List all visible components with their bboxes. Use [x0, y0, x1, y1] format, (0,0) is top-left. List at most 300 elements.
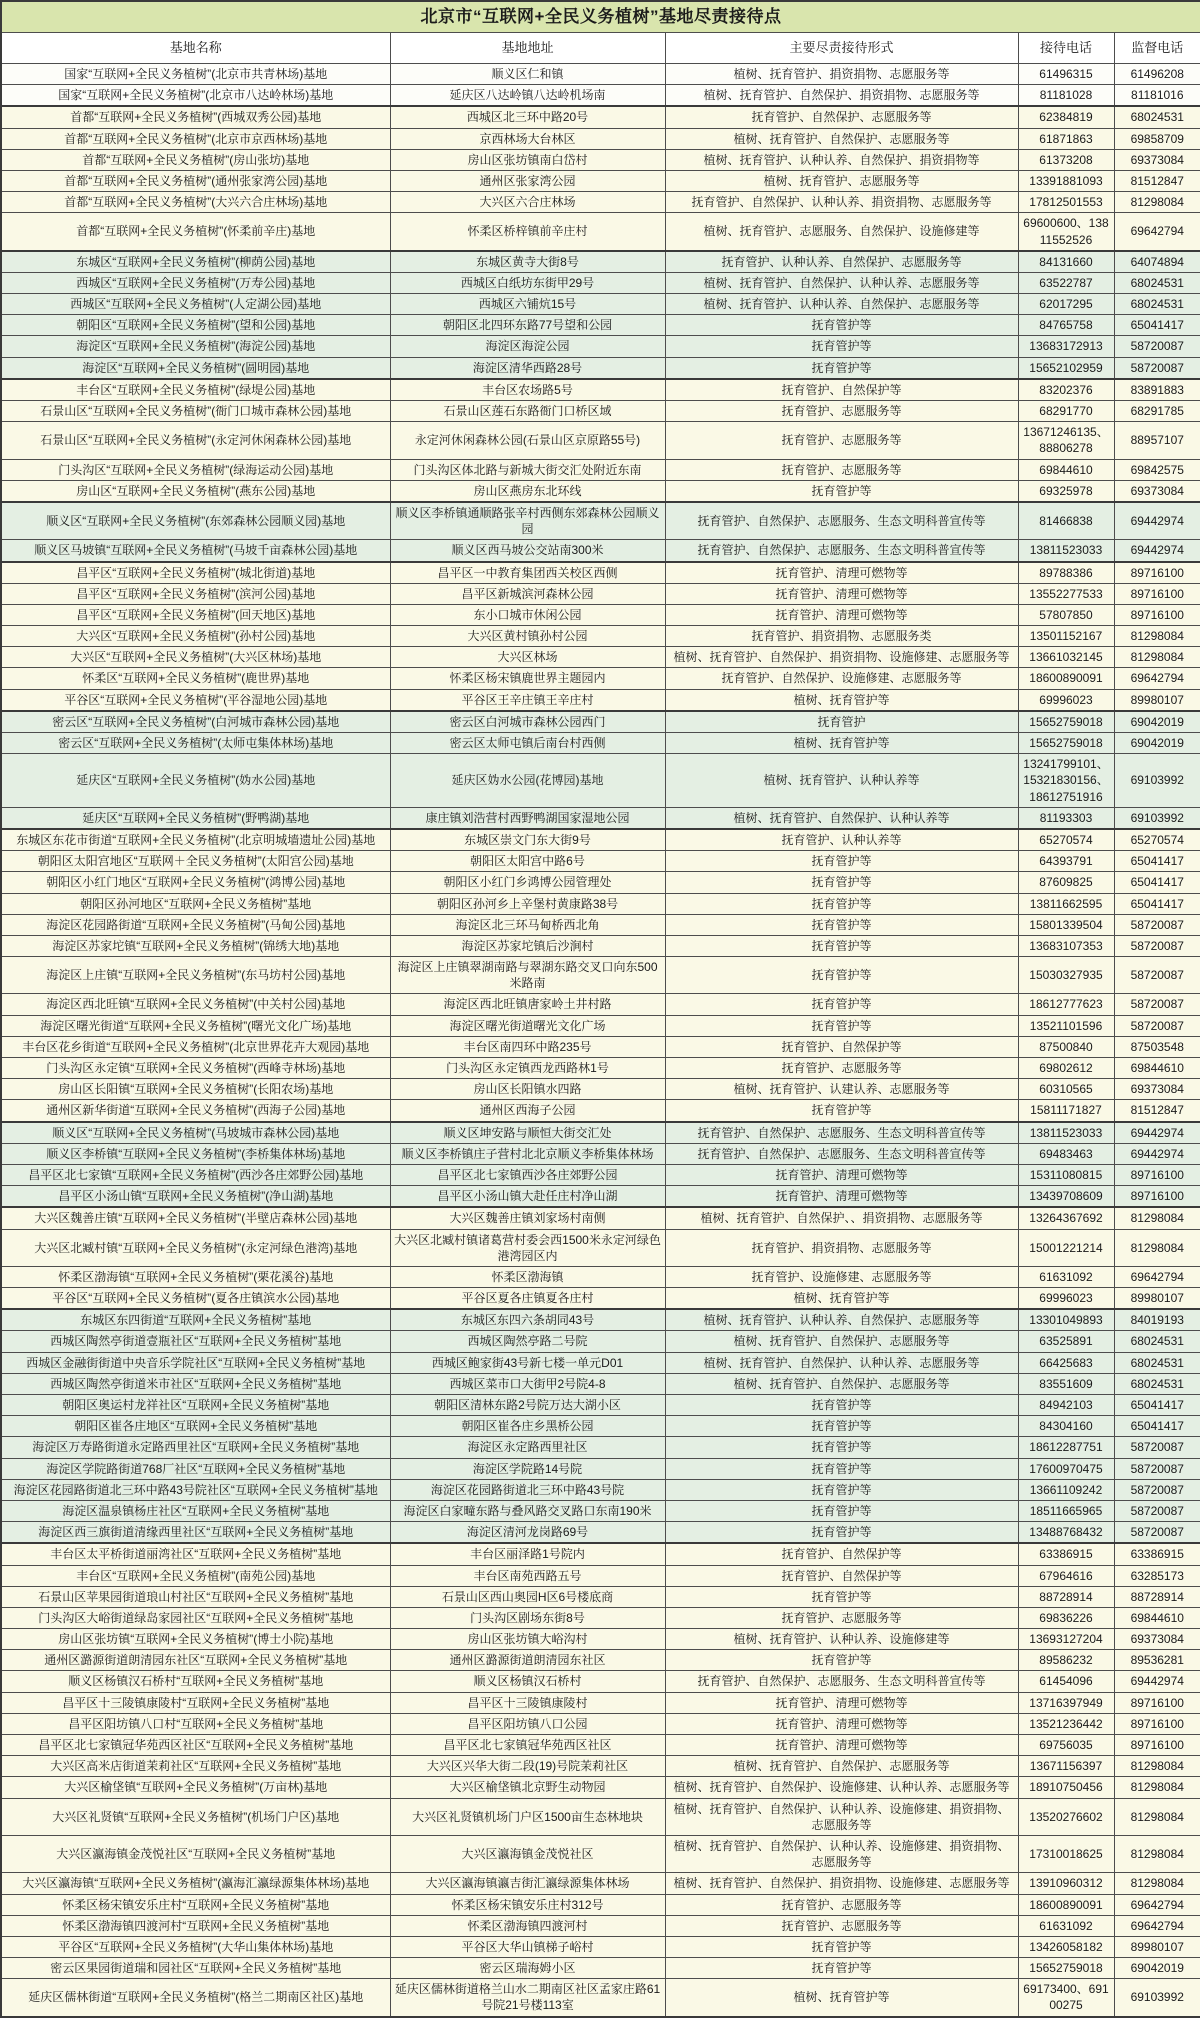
table-row [1, 1229, 1200, 1266]
table-row [1, 192, 1200, 213]
table-row [1, 1777, 1200, 1798]
cell-base-address: 海淀区白家疃东路与叠风路交叉路口东南190米 [390, 1500, 665, 1521]
cell-reception-phone: 13391881093 [1018, 170, 1114, 191]
cell-base-address: 顺义区西马坡公交站南300米 [390, 540, 665, 562]
cell-base-name: 顺义区杨镇汉石桥村“互联网+全民义务植树”基地 [1, 1671, 390, 1692]
table-row [1, 1015, 1200, 1036]
cell-base-address: 朝阳区太阳宫中路6号 [390, 851, 665, 872]
cell-reception-phone: 61496315 [1018, 64, 1114, 85]
cell-reception-phone: 15652759018 [1018, 733, 1114, 754]
cell-reception-phone: 61373208 [1018, 149, 1114, 170]
cell-supervision-phone: 58720087 [1114, 1479, 1200, 1500]
table-title-row [1, 1, 1200, 33]
cell-base-name: 西城区“互联网+全民义务植树”(人定湖公园)基地 [1, 294, 390, 315]
cell-supervision-phone: 81298084 [1114, 647, 1200, 668]
cell-reception-phone: 13693127204 [1018, 1629, 1114, 1650]
table-row [1, 1416, 1200, 1437]
cell-base-address: 京西林场大台林区 [390, 128, 665, 149]
cell-reception-phone: 87609825 [1018, 872, 1114, 893]
cell-duty-forms: 抚育管护、清理可燃物等 [665, 1713, 1018, 1734]
cell-supervision-phone: 89716100 [1114, 604, 1200, 625]
cell-base-name: 昌平区北七家镇“互联网+全民义务植树”(西沙各庄郊野公园)基地 [1, 1164, 390, 1185]
cell-duty-forms: 抚育管护等 [665, 1522, 1018, 1544]
cell-base-name: 朝阳区“互联网+全民义务植树”(望和公园)基地 [1, 315, 390, 336]
cell-base-name: 东城区东花市街道“互联网+全民义务植树”(北京明城墙遗址公园)基地 [1, 829, 390, 851]
table-row [1, 994, 1200, 1015]
cell-duty-forms: 植树、抚育管护等 [665, 689, 1018, 711]
cell-reception-phone: 15652759018 [1018, 1958, 1114, 1979]
cell-duty-forms: 抚育管护、自然保护、志愿服务、生态文明科普宣传等 [665, 540, 1018, 562]
cell-base-name: 海淀区西三旗街道清缘西里社区“互联网+全民义务植树”基地 [1, 1522, 390, 1544]
cell-base-address: 大兴区魏善庄镇刘家场村南侧 [390, 1207, 665, 1229]
cell-duty-forms: 植树、抚育管护、自然保护、志愿服务等 [665, 128, 1018, 149]
table-row [1, 1352, 1200, 1373]
cell-duty-forms: 抚育管护、志愿服务等 [665, 401, 1018, 422]
cell-base-name: 大兴区礼贤镇“互联网+全民义务植树”(机场门户区)基地 [1, 1798, 390, 1835]
cell-supervision-phone: 69373084 [1114, 1079, 1200, 1100]
cell-supervision-phone: 89716100 [1114, 1713, 1200, 1734]
cell-base-address: 东城区黄寺大街8号 [390, 251, 665, 273]
cell-base-name: 丰台区“互联网+全民义务植树”(绿堤公园)基地 [1, 379, 390, 401]
table-row [1, 1958, 1200, 1979]
cell-reception-phone: 13521236442 [1018, 1713, 1114, 1734]
cell-supervision-phone: 69042019 [1114, 733, 1200, 754]
cell-reception-phone: 69996023 [1018, 1288, 1114, 1310]
cell-reception-phone: 13241799101、15321830156、18612751916 [1018, 754, 1114, 808]
cell-base-address: 昌平区北七家镇冠华苑西区社区 [390, 1735, 665, 1756]
table-row [1, 379, 1200, 401]
cell-base-address: 东城区崇文门东大街9号 [390, 829, 665, 851]
cell-duty-forms: 抚育管护、自然保护、认种认养、捐资捐物、志愿服务等 [665, 192, 1018, 213]
cell-duty-forms: 抚育管护等 [665, 994, 1018, 1015]
cell-duty-forms: 植树、抚育管护、自然保护、捐资捐物、设施修建、志愿服务等 [665, 647, 1018, 668]
cell-duty-forms: 抚育管护、自然保护等 [665, 379, 1018, 401]
cell-supervision-phone: 89980107 [1114, 689, 1200, 711]
cell-base-address: 怀柔区桥梓镇前辛庄村 [390, 213, 665, 251]
cell-reception-phone: 18612777623 [1018, 994, 1114, 1015]
table-row [1, 1692, 1200, 1713]
cell-reception-phone: 89788386 [1018, 562, 1114, 584]
cell-reception-phone: 17600970475 [1018, 1458, 1114, 1479]
cell-base-address: 昌平区新城滨河森林公园 [390, 583, 665, 604]
cell-base-address: 大兴区榆垡镇北京野生动物园 [390, 1777, 665, 1798]
cell-base-name: 房山区张坊镇“互联网+全民义务植树”(博士小院)基地 [1, 1629, 390, 1650]
cell-reception-phone: 15311080815 [1018, 1164, 1114, 1185]
table-row [1, 1373, 1200, 1394]
cell-reception-phone: 89586232 [1018, 1650, 1114, 1671]
table-row [1, 149, 1200, 170]
cell-base-name: 平谷区“互联网+全民义务植树”(夏各庄镇滨水公园)基地 [1, 1288, 390, 1310]
cell-base-name: 怀柔区杨宋镇安乐庄村“互联网+全民义务植树”基地 [1, 1894, 390, 1915]
cell-reception-phone: 88728914 [1018, 1586, 1114, 1607]
cell-base-address: 大兴区礼贤镇机场门户区1500亩生态林地块 [390, 1798, 665, 1835]
cell-supervision-phone: 65041417 [1114, 315, 1200, 336]
cell-duty-forms: 植树、抚育管护、自然保护、认种认养、志愿服务等 [665, 1352, 1018, 1373]
cell-supervision-phone: 68024531 [1114, 1331, 1200, 1352]
cell-base-name: 海淀区曙光街道“互联网+全民义务植树”(曙光文化广场)基地 [1, 1015, 390, 1036]
cell-base-name: 东城区东四街道“互联网+全民义务植树”基地 [1, 1309, 390, 1331]
cell-base-name: 西城区“互联网+全民义务植树”(万寿公园)基地 [1, 272, 390, 293]
cell-base-name: 昌平区阳坊镇八口村“互联网+全民义务植树”基地 [1, 1713, 390, 1734]
table-row [1, 1894, 1200, 1915]
cell-reception-phone: 68291770 [1018, 401, 1114, 422]
cell-base-address: 康庄镇刘浩营村西野鸭湖国家湿地公园 [390, 807, 665, 829]
cell-duty-forms: 抚育管护、志愿服务等 [665, 422, 1018, 459]
table-row [1, 128, 1200, 149]
cell-base-name: 大兴区“互联网+全民义务植树”(大兴区林场)基地 [1, 647, 390, 668]
cell-base-name: 通州区潞源街道朗清园东社区“互联网+全民义务植树”基地 [1, 1650, 390, 1671]
cell-base-address: 西城区鲍家街43号新七楼一单元D01 [390, 1352, 665, 1373]
cell-base-name: 西城区陶然亭街道壹瓶社区“互联网+全民义务植树”基地 [1, 1331, 390, 1352]
cell-base-address: 大兴区瀛海镇瀛吉街汇瀛绿源集体林场 [390, 1873, 665, 1894]
cell-base-address: 密云区太师屯镇后南台村西侧 [390, 733, 665, 754]
cell-supervision-phone: 89716100 [1114, 1164, 1200, 1185]
cell-reception-phone: 13671246135、88806278 [1018, 422, 1114, 459]
cell-duty-forms: 植树、抚育管护、认种认养、自然保护、志愿服务等 [665, 294, 1018, 315]
cell-reception-phone: 83551609 [1018, 1373, 1114, 1394]
cell-supervision-phone: 89716100 [1114, 1735, 1200, 1756]
cell-base-address: 顺义区李桥镇通顺路张辛村西侧东郊森林公园顺义园 [390, 502, 665, 540]
cell-duty-forms: 抚育管护等 [665, 357, 1018, 379]
table-row [1, 480, 1200, 502]
table-row [1, 1079, 1200, 1100]
cell-duty-forms: 抚育管护、认种认养、自然保护、志愿服务等 [665, 251, 1018, 273]
cell-reception-phone: 62384819 [1018, 106, 1114, 128]
table-row [1, 1309, 1200, 1331]
cell-duty-forms: 植树、抚育管护、自然保护、设施修建、认种认养、志愿服务等 [665, 1777, 1018, 1798]
cell-duty-forms: 抚育管护等 [665, 1936, 1018, 1957]
cell-reception-phone: 63522787 [1018, 272, 1114, 293]
cell-supervision-phone: 58720087 [1114, 1015, 1200, 1036]
cell-base-address: 怀柔区杨宋镇安乐庄村312号 [390, 1894, 665, 1915]
cell-base-address: 朝阳区崔各庄乡黑桥公园 [390, 1416, 665, 1437]
table-row [1, 583, 1200, 604]
cell-base-address: 石景山区西山奥园H区6号楼底商 [390, 1586, 665, 1607]
cell-base-address: 海淀区清河龙岗路69号 [390, 1522, 665, 1544]
cell-supervision-phone: 69442974 [1114, 1122, 1200, 1144]
table-header-row [1, 33, 1200, 64]
cell-base-address: 朝阳区小红门乡鸿博公园管理处 [390, 872, 665, 893]
cell-reception-phone: 13661109242 [1018, 1479, 1114, 1500]
cell-reception-phone: 69996023 [1018, 689, 1114, 711]
cell-supervision-phone: 81298084 [1114, 1798, 1200, 1835]
cell-base-name: 海淀区花园路街道“互联网+全民义务植树”(马甸公园)基地 [1, 914, 390, 935]
cell-base-address: 平谷区夏各庄镇夏各庄村 [390, 1288, 665, 1310]
cell-base-name: 延庆区“互联网+全民义务植树”(野鸭湖)基地 [1, 807, 390, 829]
cell-duty-forms: 抚育管护等 [665, 872, 1018, 893]
cell-reception-phone: 13811523033 [1018, 1122, 1114, 1144]
cell-supervision-phone: 58720087 [1114, 1437, 1200, 1458]
cell-reception-phone: 13661032145 [1018, 647, 1114, 668]
cell-supervision-phone: 69103992 [1114, 1979, 1200, 2017]
cell-duty-forms: 抚育管护等 [665, 851, 1018, 872]
cell-base-address: 顺义区坤安路与顺恒大街交汇处 [390, 1122, 665, 1144]
cell-duty-forms: 抚育管护、自然保护等 [665, 1543, 1018, 1565]
cell-reception-phone: 13264367692 [1018, 1207, 1114, 1229]
cell-duty-forms: 植树、抚育管护等 [665, 733, 1018, 754]
table-row [1, 711, 1200, 733]
cell-supervision-phone: 69042019 [1114, 711, 1200, 733]
cell-supervision-phone: 81298084 [1114, 192, 1200, 213]
cell-base-name: 石景山区“互联网+全民义务植树”(衙门口城市森林公园)基地 [1, 401, 390, 422]
cell-base-address: 东小口城市休闲公园 [390, 604, 665, 625]
cell-base-name: 首都“互联网+全民义务植树”(通州张家湾公园)基地 [1, 170, 390, 191]
cell-reception-phone: 84942103 [1018, 1395, 1114, 1416]
cell-supervision-phone: 89716100 [1114, 562, 1200, 584]
cell-reception-phone: 13811662595 [1018, 893, 1114, 914]
cell-reception-phone: 84304160 [1018, 1416, 1114, 1437]
cell-supervision-phone: 89980107 [1114, 1288, 1200, 1310]
cell-reception-phone: 69173400、69100275 [1018, 1979, 1114, 2017]
cell-supervision-phone: 81298084 [1114, 626, 1200, 647]
cell-supervision-phone: 68024531 [1114, 106, 1200, 128]
cell-duty-forms: 抚育管护等 [665, 336, 1018, 357]
table-row [1, 422, 1200, 459]
cell-reception-phone: 81466838 [1018, 502, 1114, 540]
cell-supervision-phone: 69442974 [1114, 1143, 1200, 1164]
cell-base-name: 石景山区“互联网+全民义务植树”(永定河休闲森林公园)基地 [1, 422, 390, 459]
cell-base-name: 怀柔区“互联网+全民义务植树”(鹿世界)基地 [1, 668, 390, 689]
cell-supervision-phone: 81298084 [1114, 1873, 1200, 1894]
table-row [1, 401, 1200, 422]
cell-base-name: 西城区陶然亭街道米市社区“互联网+全民义务植树”基地 [1, 1373, 390, 1394]
cell-reception-phone: 61454096 [1018, 1671, 1114, 1692]
cell-supervision-phone: 65270574 [1114, 829, 1200, 851]
cell-base-name: 昌平区“互联网+全民义务植树”(回天地区)基地 [1, 604, 390, 625]
cell-duty-forms: 植树、抚育管护、自然保护、捐资捐物、志愿服务等 [665, 85, 1018, 107]
cell-supervision-phone: 88728914 [1114, 1586, 1200, 1607]
cell-base-address: 怀柔区渤海镇四渡河村 [390, 1915, 665, 1936]
cell-base-address: 平谷区王辛庄镇王辛庄村 [390, 689, 665, 711]
table-row [1, 1207, 1200, 1229]
table-row [1, 357, 1200, 379]
cell-supervision-phone: 81298084 [1114, 1756, 1200, 1777]
cell-duty-forms: 植树、抚育管护、志愿服务、自然保护、设施修建等 [665, 213, 1018, 251]
cell-base-address: 大兴区林场 [390, 647, 665, 668]
cell-base-name: 延庆区儒林街道“互联网+全民义务植树”(格兰二期南区社区)基地 [1, 1979, 390, 2017]
cell-reception-phone: 63525891 [1018, 1331, 1114, 1352]
cell-base-name: 大兴区高米店街道茉莉社区“互联网+全民义务植树”基地 [1, 1756, 390, 1777]
cell-supervision-phone: 58720087 [1114, 1522, 1200, 1544]
table-row [1, 170, 1200, 191]
cell-duty-forms: 抚育管护、捐资捐物、志愿服务类 [665, 626, 1018, 647]
cell-supervision-phone: 61496208 [1114, 64, 1200, 85]
cell-base-name: 延庆区“互联网+全民义务植树”(妫水公园)基地 [1, 754, 390, 808]
cell-duty-forms: 抚育管护、设施修建、志愿服务等 [665, 1266, 1018, 1287]
cell-duty-forms: 植树、抚育管护、认种认养、自然保护、捐资捐物等 [665, 149, 1018, 170]
table-row [1, 1331, 1200, 1352]
table-row [1, 1100, 1200, 1122]
cell-base-name: 朝阳区奥运村龙祥社区“互联网+全民义务植树”基地 [1, 1395, 390, 1416]
cell-supervision-phone: 58720087 [1114, 935, 1200, 956]
cell-base-address: 石景山区莲石东路衙门口桥区域 [390, 401, 665, 422]
cell-duty-forms: 植树、抚育管护、自然保护、志愿服务等 [665, 1373, 1018, 1394]
table-row [1, 1936, 1200, 1957]
cell-reception-phone: 81181028 [1018, 85, 1114, 107]
cell-supervision-phone: 65041417 [1114, 1416, 1200, 1437]
cell-base-name: 海淀区花园路街道北三环中路43号院社区“互联网+全民义务植树”基地 [1, 1479, 390, 1500]
table-row [1, 1395, 1200, 1416]
cell-base-name: 平谷区“互联网+全民义务植树”(平谷湿地公园)基地 [1, 689, 390, 711]
cell-base-address: 密云区白河城市森林公园西门 [390, 711, 665, 733]
cell-duty-forms: 抚育管护等 [665, 1416, 1018, 1437]
table-row [1, 689, 1200, 711]
cell-supervision-phone: 69373084 [1114, 480, 1200, 502]
table-row [1, 626, 1200, 647]
cell-base-address: 西城区陶然亭路二号院 [390, 1331, 665, 1352]
cell-base-name: 昌平区小汤山镇“互联网+全民义务植树”(净山湖)基地 [1, 1186, 390, 1208]
cell-base-address: 朝阳区孙河乡上辛堡村黄康路38号 [390, 893, 665, 914]
cell-supervision-phone: 63285173 [1114, 1565, 1200, 1586]
table-row [1, 1713, 1200, 1734]
cell-base-name: 门头沟区永定镇“互联网+全民义务植树”(西峰寺林场)基地 [1, 1058, 390, 1079]
table-row [1, 754, 1200, 808]
cell-base-name: 海淀区“互联网+全民义务植树”(海淀公园)基地 [1, 336, 390, 357]
cell-duty-forms: 抚育管护等 [665, 935, 1018, 956]
cell-base-name: 大兴区北臧村镇“互联网+全民义务植树”(永定河绿色港湾)基地 [1, 1229, 390, 1266]
cell-base-name: 怀柔区渤海镇“互联网+全民义务植树”(栗花溪谷)基地 [1, 1266, 390, 1287]
cell-base-name: 大兴区瀛海镇“互联网+全民义务植树”(瀛海汇瀛绿源集体林场)基地 [1, 1873, 390, 1894]
cell-base-address: 海淀区清华西路28号 [390, 357, 665, 379]
cell-base-address: 海淀区西北旺镇唐家岭土井村路 [390, 994, 665, 1015]
column-header-base-address: 基地地址 [390, 33, 665, 64]
table-row [1, 459, 1200, 480]
cell-base-address: 丰台区南苑西路五号 [390, 1565, 665, 1586]
cell-duty-forms: 抚育管护、清理可燃物等 [665, 1186, 1018, 1208]
cell-base-name: 东城区“互联网+全民义务植树”(柳荫公园)基地 [1, 251, 390, 273]
cell-base-name: 昌平区“互联网+全民义务植树”(滨河公园)基地 [1, 583, 390, 604]
table-row [1, 294, 1200, 315]
cell-supervision-phone: 69042019 [1114, 1958, 1200, 1979]
cell-reception-phone: 17310018625 [1018, 1835, 1114, 1872]
table-row [1, 213, 1200, 251]
cell-base-address: 朝阳区清林东路2号院万达大湖小区 [390, 1395, 665, 1416]
cell-base-address: 海淀区海淀公园 [390, 336, 665, 357]
cell-base-name: 朝阳区孙河地区“互联网+全民义务植树”基地 [1, 893, 390, 914]
cell-base-name: 丰台区花乡街道“互联网+全民义务植树”(北京世界花卉大观园)基地 [1, 1036, 390, 1057]
cell-base-name: 海淀区万寿路街道永定路西里社区“互联网+全民义务植树”基地 [1, 1437, 390, 1458]
cell-duty-forms: 抚育管护、自然保护等 [665, 1565, 1018, 1586]
cell-base-name: 海淀区“互联网+全民义务植树”(圆明园)基地 [1, 357, 390, 379]
cell-base-address: 通州区张家湾公园 [390, 170, 665, 191]
cell-duty-forms: 抚育管护等 [665, 1458, 1018, 1479]
cell-reception-phone: 57807850 [1018, 604, 1114, 625]
cell-supervision-phone: 81298084 [1114, 1229, 1200, 1266]
page-title: 北京市“互联网+全民义务植树”基地尽责接待点 [1, 1, 1200, 33]
cell-duty-forms: 植树、抚育管护、捐资捐物、志愿服务等 [665, 64, 1018, 85]
cell-base-address: 海淀区曙光街道曙光文化广场 [390, 1015, 665, 1036]
cell-base-address: 门头沟区体北路与新城大街交汇处附近东南 [390, 459, 665, 480]
cell-supervision-phone: 89980107 [1114, 1936, 1200, 1957]
cell-supervision-phone: 65041417 [1114, 893, 1200, 914]
cell-base-name: 大兴区“互联网+全民义务植树”(孙村公园)基地 [1, 626, 390, 647]
cell-supervision-phone: 65041417 [1114, 1395, 1200, 1416]
cell-base-name: 密云区“互联网+全民义务植树”(太师屯集体林场)基地 [1, 733, 390, 754]
cell-duty-forms: 植树、抚育管护、志愿服务等 [665, 170, 1018, 191]
cell-base-address: 怀柔区杨宋镇鹿世界主题园内 [390, 668, 665, 689]
cell-reception-phone: 13501152167 [1018, 626, 1114, 647]
cell-base-address: 西城区六铺炕15号 [390, 294, 665, 315]
cell-duty-forms: 抚育管护、志愿服务等 [665, 1894, 1018, 1915]
table-row [1, 336, 1200, 357]
table-row [1, 893, 1200, 914]
cell-supervision-phone: 88957107 [1114, 422, 1200, 459]
cell-reception-phone: 13426058182 [1018, 1936, 1114, 1957]
cell-duty-forms: 抚育管护、自然保护、志愿服务、生态文明科普宣传等 [665, 1143, 1018, 1164]
cell-base-name: 海淀区温泉镇杨庄社区“互联网+全民义务植树”基地 [1, 1500, 390, 1521]
cell-duty-forms: 植树、抚育管护、认种认养、自然保护、志愿服务等 [665, 1309, 1018, 1331]
cell-supervision-phone: 68024531 [1114, 1352, 1200, 1373]
table-row [1, 914, 1200, 935]
cell-reception-phone: 13439708609 [1018, 1186, 1114, 1208]
table-row [1, 733, 1200, 754]
cell-supervision-phone: 81512847 [1114, 170, 1200, 191]
column-header-base-name: 基地名称 [1, 33, 390, 64]
cell-base-address: 密云区瑞海姆小区 [390, 1958, 665, 1979]
table-row [1, 315, 1200, 336]
cell-base-address: 西城区白纸坊东街甲29号 [390, 272, 665, 293]
cell-duty-forms: 抚育管护、认种认养等 [665, 829, 1018, 851]
cell-supervision-phone: 58720087 [1114, 994, 1200, 1015]
cell-base-address: 昌平区十三陵镇康陵村 [390, 1692, 665, 1713]
cell-reception-phone: 67964616 [1018, 1565, 1114, 1586]
cell-base-address: 海淀区学院路14号院 [390, 1458, 665, 1479]
cell-base-name: 国家“互联网+全民义务植树”(北京市共青林场)基地 [1, 64, 390, 85]
table-row [1, 106, 1200, 128]
cell-base-name: 门头沟区大峪街道绿岛家园社区“互联网+全民义务植树”基地 [1, 1607, 390, 1628]
cell-supervision-phone: 69842575 [1114, 459, 1200, 480]
cell-base-name: 西城区金融街街道中央音乐学院社区“互联网+全民义务植树”基地 [1, 1352, 390, 1373]
cell-base-name: 平谷区“互联网+全民义务植树”(大华山集体林场)基地 [1, 1936, 390, 1957]
cell-reception-phone: 62017295 [1018, 294, 1114, 315]
cell-duty-forms: 抚育管护等 [665, 315, 1018, 336]
cell-supervision-phone: 58720087 [1114, 957, 1200, 994]
cell-base-name: 通州区新华街道“互联网+全民义务植树”(西海子公园)基地 [1, 1100, 390, 1122]
cell-supervision-phone: 81298084 [1114, 1777, 1200, 1798]
cell-supervision-phone: 81512847 [1114, 1100, 1200, 1122]
table-row [1, 1036, 1200, 1057]
cell-duty-forms: 抚育管护等 [665, 1500, 1018, 1521]
table-row [1, 935, 1200, 956]
cell-base-name: 海淀区学院路街道768厂社区“互联网+全民义务植树”基地 [1, 1458, 390, 1479]
cell-base-address: 大兴区兴华大街二段(19)号院茉莉社区 [390, 1756, 665, 1777]
cell-reception-phone: 18511665965 [1018, 1500, 1114, 1521]
cell-base-address: 海淀区花园路街道北三环中路43号院 [390, 1479, 665, 1500]
cell-base-name: 首都“互联网+全民义务植树”(西城双秀公园)基地 [1, 106, 390, 128]
cell-base-name: 密云区“互联网+全民义务植树”(白河城市森林公园)基地 [1, 711, 390, 733]
cell-duty-forms: 抚育管护等 [665, 914, 1018, 935]
cell-duty-forms: 抚育管护、自然保护、志愿服务等 [665, 106, 1018, 128]
cell-duty-forms: 抚育管护、志愿服务等 [665, 1915, 1018, 1936]
cell-base-name: 房山区长阳镇“互联网+全民义务植树”(长阳农场)基地 [1, 1079, 390, 1100]
cell-base-name: 朝阳区太阳宫地区“互联网＋全民义务植树”(太阳宫公园)基地 [1, 851, 390, 872]
cell-duty-forms: 植树、抚育管护等 [665, 1288, 1018, 1310]
cell-duty-forms: 抚育管护、自然保护、设施修建、志愿服务等 [665, 668, 1018, 689]
table-row [1, 1437, 1200, 1458]
table-row [1, 562, 1200, 584]
table-row [1, 1915, 1200, 1936]
cell-base-address: 延庆区儒林街道格兰山水二期南区社区孟家庄路61号院21号楼113室 [390, 1979, 665, 2017]
cell-duty-forms: 抚育管护、清理可燃物等 [665, 604, 1018, 625]
cell-duty-forms: 抚育管护、捐资捐物、志愿服务等 [665, 1229, 1018, 1266]
cell-reception-phone: 61631092 [1018, 1915, 1114, 1936]
cell-base-address: 顺义区仁和镇 [390, 64, 665, 85]
cell-supervision-phone: 84019193 [1114, 1309, 1200, 1331]
cell-supervision-phone: 89716100 [1114, 583, 1200, 604]
cell-base-name: 海淀区西北旺镇“互联网+全民义务植树”(中关村公园)基地 [1, 994, 390, 1015]
table-row [1, 1798, 1200, 1835]
cell-duty-forms: 抚育管护等 [665, 1395, 1018, 1416]
